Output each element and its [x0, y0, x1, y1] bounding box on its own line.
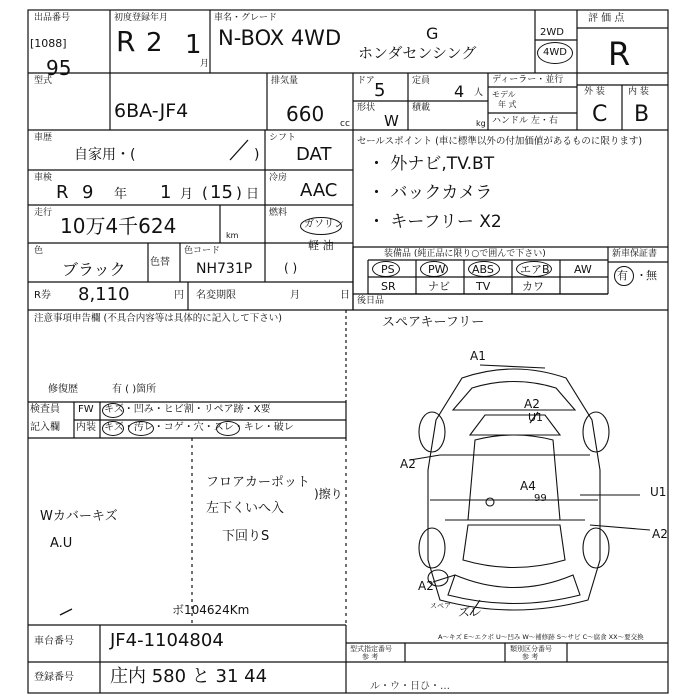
grade: G: [426, 24, 439, 43]
drive-2wd: 2WD: [540, 27, 564, 38]
repair-history-label: 修復歴: [48, 384, 78, 395]
inspection-day-close: ): [236, 184, 242, 202]
name-change-day: 日: [340, 290, 350, 301]
inspection-year: 9: [82, 182, 94, 203]
aftermarket-label: 後日品: [357, 296, 385, 306]
load-label: 積載: [412, 103, 431, 113]
mileage-value: 10万4千624: [60, 214, 177, 238]
lot-number: 95: [46, 56, 72, 80]
color-code-value: NH731P: [196, 261, 253, 277]
lot-code: [1088]: [30, 37, 67, 50]
registration-year: 2: [146, 28, 163, 58]
car-name: N-BOX 4WD: [218, 26, 342, 50]
footer-cut-text: ル・ウ・日ひ・…: [370, 681, 450, 692]
warranty-label: 新車保証書: [612, 249, 658, 259]
evaluation-label: 評 価 点: [588, 13, 625, 24]
exterior-grade: C: [592, 102, 608, 127]
equip-pw-circle: [420, 261, 448, 277]
aircon-label: 冷房: [269, 173, 288, 183]
door-value: 5: [374, 80, 386, 101]
equip-airbag: エアB: [520, 263, 550, 276]
shape-label: 形状: [357, 103, 376, 113]
damage-legend: A～キズ E～エクボ U～凹み W～補修跡 S～サビ C～腐食 XX～要交換: [438, 633, 644, 641]
selling-point-item: ・ キーフリー X2: [368, 212, 502, 232]
note-underbody: 下回りS: [222, 529, 270, 544]
history-close-paren: ): [254, 147, 260, 163]
interior-grade: B: [634, 102, 650, 127]
warranty-sep: ・: [636, 269, 647, 282]
notes-label: 注意事項申告欄 (不具合内容等は具体的に記入して下さい): [34, 313, 282, 324]
history-label: 車歴: [34, 133, 53, 143]
warranty-no: 無: [646, 269, 657, 282]
aftermarket-value: スペアキーフリー: [382, 315, 485, 330]
inspection-label: 車検: [34, 173, 53, 183]
note-floor: フロアカーポット: [206, 475, 310, 490]
name-change-month: 月: [290, 290, 300, 301]
equip-navi: ナビ: [428, 280, 450, 293]
door-label: ドア: [357, 76, 375, 86]
selling-points-list: [368, 156, 502, 231]
equip-tv: TV: [476, 280, 491, 293]
model-year-label-2: 年 式: [498, 100, 517, 109]
note-cover-scratch: Wカバーキズ: [40, 509, 118, 524]
lot-number-label: 出品番号: [34, 13, 71, 23]
inspection-era: R: [56, 182, 69, 203]
note-mileage: ボ104624Km: [172, 603, 250, 617]
registration-month-unit: 月: [200, 59, 210, 69]
registration-era: R: [116, 25, 136, 58]
damage-u1-right: U1: [650, 485, 667, 499]
damage-99-roof: 99: [534, 493, 547, 504]
damage-u1-hood: U1: [528, 411, 544, 424]
first-registration-label: 初度登録年月: [114, 13, 169, 23]
fuel-diesel: 軽 油: [308, 239, 334, 252]
equip-pw: PW: [428, 263, 446, 276]
inspection-month: 1: [160, 182, 172, 203]
note-lower-left: 左下くいへ入: [206, 501, 285, 516]
aircon-value: AAC: [300, 180, 338, 201]
note-rub: )擦り: [314, 487, 343, 501]
type-label: 型式: [34, 76, 53, 86]
selling-points-label: セールスポイント (車に標準以外の付加価値があるものに限ります): [357, 136, 643, 147]
damage-a4-roof: A4: [520, 479, 536, 493]
damage-a2-left: A2: [400, 457, 416, 471]
recycle-value: 8,110: [78, 284, 130, 305]
fw-label: FW: [78, 404, 94, 415]
int-scratch-circle: [102, 421, 124, 436]
exterior-label: 外 装: [584, 87, 605, 97]
equip-abs-circle: [468, 261, 500, 277]
model-year-label: モデル: [492, 90, 516, 99]
classification-label: 類別区分番号: [510, 645, 552, 653]
int-rub-circle: [216, 421, 240, 436]
type-designation-ref: 参 考: [362, 653, 379, 661]
name-change-label: 名変期限: [196, 290, 236, 301]
equip-leather: カワ: [522, 280, 544, 293]
interior-label: 内 装: [628, 87, 649, 97]
inspection-year-unit: 年: [114, 187, 128, 202]
checker-label-2: 記入欄: [30, 422, 60, 433]
selling-point-item: ・ 外ナビ,TV.BT: [368, 154, 495, 174]
type-designation-label: 型式指定番号: [350, 645, 392, 653]
fw-scratch-circle: [102, 403, 124, 418]
registration-month: 1: [185, 30, 202, 60]
note-au: A.U: [50, 536, 73, 551]
grade-detail: ホンダセンシング: [358, 44, 477, 62]
evaluation-score: R: [608, 35, 631, 73]
checker-label: 検査員: [30, 404, 60, 415]
recycle-label: R券: [34, 290, 51, 301]
equipment-label: 装備品 (純正品に限り○で囲んで下さい): [384, 249, 546, 259]
spare-label: スペア: [430, 602, 451, 610]
inspection-day-open: (: [202, 184, 208, 202]
drive-4wd: 4WD: [543, 47, 567, 58]
shape-value: W: [384, 112, 399, 130]
plate-number: 庄内 580 と 31 44: [110, 666, 268, 687]
shift-label: シフト: [269, 133, 297, 143]
inspection-day-unit: 日: [246, 187, 260, 202]
handle-label: ハンドル 左・右: [492, 116, 558, 126]
int-stain-circle: [128, 421, 154, 436]
color-code-label: 色コード: [184, 246, 221, 256]
classification-ref: 参 考: [522, 653, 539, 661]
recycle-unit: 円: [174, 290, 184, 301]
damage-a2-hood: A2: [524, 397, 540, 411]
fuel-label: 燃料: [269, 208, 288, 218]
equip-abs: ABS: [472, 263, 494, 276]
inspection-month-unit: 月: [180, 187, 194, 202]
history-value: 自家用・(: [74, 147, 136, 163]
equip-ps-circle: [372, 261, 400, 277]
color-value: ブラック: [62, 260, 126, 279]
displacement-value: 660: [286, 102, 325, 126]
shift-value: DAT: [296, 144, 332, 165]
damage-a1-front: A1: [470, 349, 486, 363]
mileage-label: 走行: [34, 208, 53, 218]
selling-point-item: ・ バックカメラ: [368, 183, 493, 203]
model-type: 6BA-JF4: [114, 100, 189, 122]
equip-ps: PS: [381, 263, 395, 276]
chassis-number: JF4-1104804: [110, 630, 224, 651]
damage-a2-right: A2: [652, 527, 668, 541]
car-name-label: 車名・グレード: [214, 13, 278, 23]
capacity-unit: 人: [474, 88, 484, 98]
load-unit: kg: [476, 119, 486, 128]
capacity-label: 定員: [412, 76, 431, 86]
dealer-label: ディーラー・並行: [492, 75, 564, 85]
displacement-unit: cc: [340, 119, 350, 129]
warranty-yes: 有: [617, 269, 628, 282]
damage-a2-spare: A2: [418, 579, 434, 593]
fuel-gasoline: ガソリン: [304, 219, 344, 230]
capacity-value: 4: [454, 82, 465, 101]
displacement-label: 排気量: [271, 76, 299, 86]
damage-rub-rear: ズレ: [458, 605, 483, 619]
inspection-day: 15: [210, 182, 233, 203]
plate-label: 登録番号: [34, 672, 74, 683]
chassis-label: 車台番号: [34, 636, 74, 647]
interior-check-label: 内装: [76, 422, 96, 433]
equip-sr: SR: [381, 280, 396, 293]
equip-airbag-circle: [516, 261, 552, 277]
fuel-other: ( ): [284, 261, 298, 275]
equip-aw: AW: [574, 263, 592, 276]
color-swap-label: 色替: [150, 257, 170, 268]
fw-items: キズ・凹み・ヒビ割・リペア跡・X要: [104, 404, 271, 415]
mileage-unit: km: [226, 231, 239, 240]
interior-check-items: キズ・汚レ・コゲ・穴・スレ・キレ・破レ: [104, 422, 294, 433]
color-label: 色: [34, 246, 44, 256]
repair-history-value: 有 ( )箇所: [112, 384, 157, 395]
